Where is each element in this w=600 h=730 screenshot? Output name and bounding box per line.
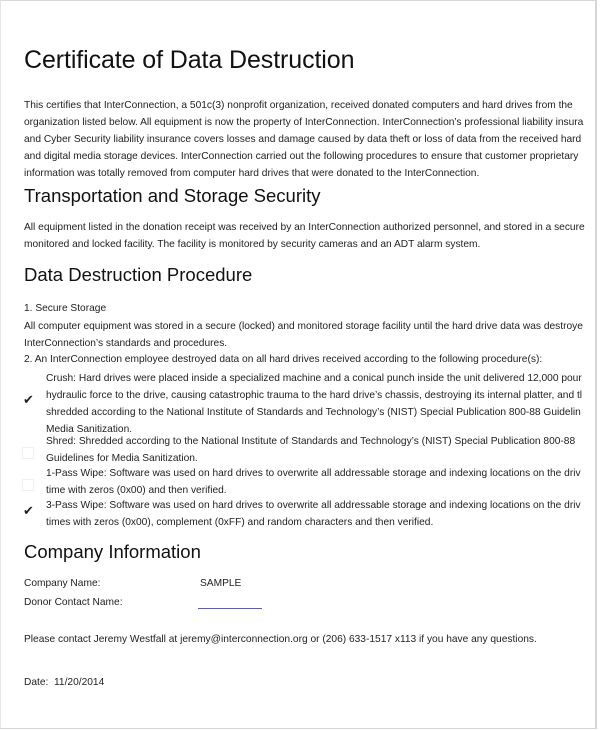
option-1-pass-wipe-text <box>46 465 581 499</box>
step-1-line: InterConnection’s standards and procedures. <box>24 338 228 349</box>
procedure-step-2-title <box>24 351 542 368</box>
contact-info-text: Please contact Jeremy Westfall at jeremy@interconnection.org or (206) 633-1517 x113 if you have any questions. <box>24 634 537 645</box>
transport-paragraph <box>24 219 585 253</box>
page-title: Certificate of Data Destruction <box>24 46 355 74</box>
option-line: Guidelines for Media Sanitization. <box>46 453 198 464</box>
intro-line: This certifies that InterConnection, a 501c(3) nonprofit organization, received donated computers and hard drives from the <box>24 100 573 111</box>
company-name-value[interactable]: SAMPLE <box>200 578 242 589</box>
procedure-step-1-title <box>24 300 106 317</box>
option-line: Shred: Shredded according to the National Institute of Standards and Technology’s (NIST) Special Publication 800-88 <box>46 436 576 447</box>
checkbox-empty-icon[interactable] <box>22 479 34 491</box>
option-line: Media Sanitization. <box>46 424 133 435</box>
option-line: time with zeros (0x00) and then verified. <box>46 485 227 496</box>
transport-line: All equipment listed in the donation receipt was received by an InterConnection authorized personnel, and stored in a secure <box>24 222 585 233</box>
option-3-pass-wipe-text <box>46 497 581 531</box>
option-shred-text <box>46 433 575 467</box>
checkmark-icon[interactable]: ✔ <box>23 392 34 407</box>
checkbox-empty-icon[interactable] <box>22 447 34 459</box>
company-name-label: Company Name: <box>24 578 101 589</box>
intro-line: and Cyber Security liability insurance covers losses and damage caused by data theft or loss of data from the received hard <box>24 134 582 145</box>
option-line: shredded according to the National Institute of Standards and Technology’s (NIST) Special Publication 800-88 Guidelin <box>46 407 581 418</box>
section-heading-procedure: Data Destruction Procedure <box>24 264 253 285</box>
option-line: 1-Pass Wipe: Software was used on hard drives to overwrite all addressable storage and indexing locations on the driv <box>46 468 581 479</box>
option-line: times with zeros (0x00), complement (0xFF) and random characters and then verified. <box>46 517 434 528</box>
option-line: hydraulic force to the drive, causing catastrophic trauma to the hard drive’s chassis, destroying its internal platter, and tl <box>46 390 583 401</box>
section-heading-company: Company Information <box>24 541 201 562</box>
procedure-step-1-body <box>24 318 583 352</box>
intro-line: organization listed below. All equipment is now the property of InterConnection. InterConnection’s professional liability insura <box>24 117 584 128</box>
step-1-title-text: 1. Secure Storage <box>24 303 107 314</box>
option-line: 3-Pass Wipe: Software was used on hard drives to overwrite all addressable storage and indexing locations on the driv <box>46 500 581 511</box>
option-crush-text <box>46 370 582 438</box>
date-value: 11/20/2014 <box>54 677 105 688</box>
intro-paragraph <box>24 97 583 182</box>
step-1-line: All computer equipment was stored in a secure (locked) and monitored storage facility until the hard drive data was destroye <box>24 321 583 332</box>
checkmark-icon[interactable]: ✔ <box>23 503 34 518</box>
donor-contact-underline <box>198 608 262 609</box>
section-heading-transport: Transportation and Storage Security <box>24 185 321 206</box>
date-label: Date: <box>24 677 49 688</box>
transport-line: monitored and locked facility. The facility is monitored by security cameras and an ADT alarm system. <box>24 239 481 250</box>
option-line: Crush: Hard drives were placed inside a specialized machine and a conical punch inside the unit delivered 12,000 pour <box>46 373 582 384</box>
step-2-title-text: 2. An InterConnection employee destroyed data on all hard drives received according to the following procedure(s): <box>24 354 543 365</box>
donor-contact-label: Donor Contact Name: <box>24 597 123 608</box>
intro-line: information was totally removed from computer hard drives that were donated to the InterConnection. <box>24 168 480 179</box>
intro-line: and digital media storage devices. InterConnection carried out the following procedures to ensure that customer proprietary <box>24 151 579 162</box>
